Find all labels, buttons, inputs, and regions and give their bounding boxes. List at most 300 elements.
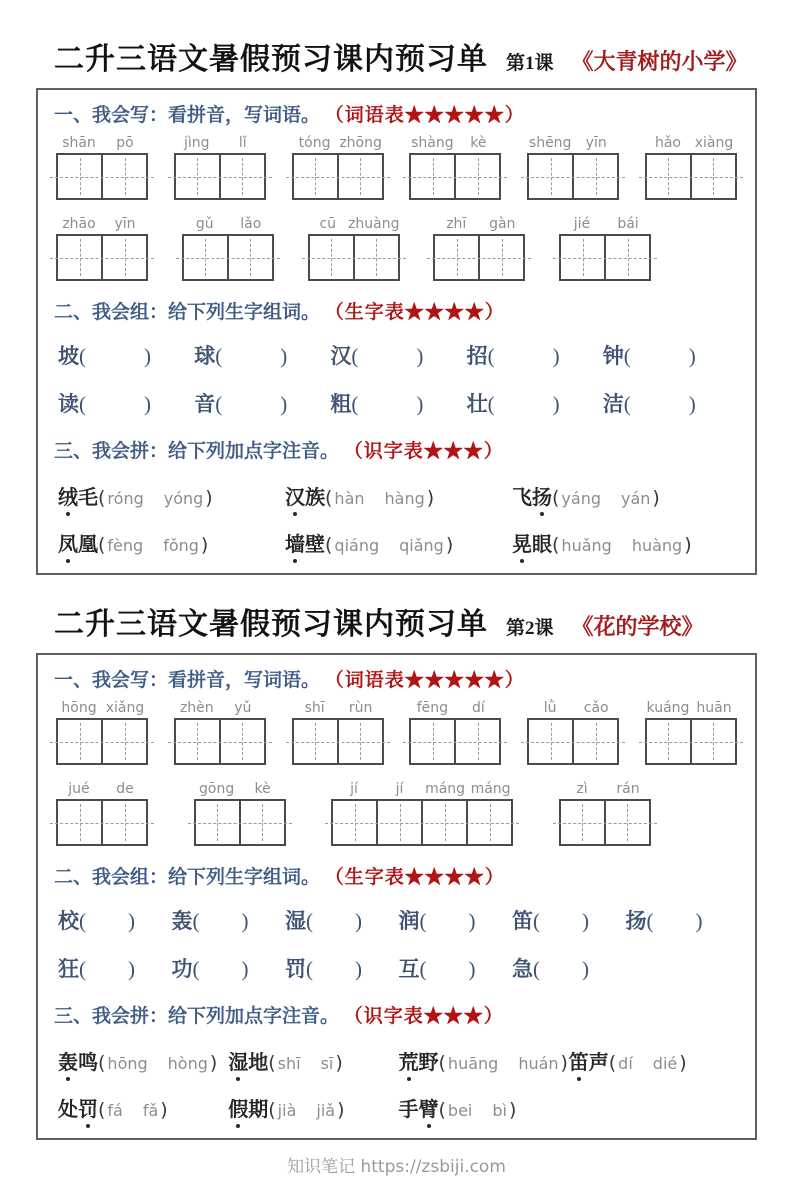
dotted-char: 湿	[228, 1046, 248, 1075]
pinyin-row	[56, 216, 651, 281]
writing-grid-cell	[645, 153, 692, 200]
section-write-header	[54, 100, 739, 127]
pinyin-option: róng	[107, 489, 144, 508]
organize-rows	[54, 340, 739, 418]
close-paren: )	[205, 487, 213, 509]
pinyin-option: jiǎ	[316, 1101, 336, 1120]
pinyin-syllable: tóng	[298, 135, 331, 151]
annotate-word	[228, 1046, 398, 1075]
pinyin-row	[56, 700, 737, 765]
annotate-row	[58, 528, 739, 557]
dotted-char: 罚	[78, 1093, 98, 1122]
pinyin-option: huāng	[447, 1054, 499, 1073]
pinyin-syllable: xiǎng	[105, 700, 145, 716]
pinyin-labels	[194, 781, 286, 797]
pinyin-option: fǎ	[142, 1101, 159, 1120]
pinyin-labels	[645, 135, 737, 151]
pinyin-syllable: shēng	[528, 135, 572, 151]
pinyin-option: dié	[652, 1054, 678, 1073]
close-paren: )	[582, 957, 589, 981]
annotate-word-chars	[285, 487, 325, 509]
pinyin-syllable: yǔ	[234, 700, 252, 716]
annotate-word	[512, 481, 739, 510]
writing-grid	[559, 234, 651, 281]
pinyin-options	[446, 1101, 509, 1120]
organize-char: 互	[398, 957, 420, 981]
writing-grid-cell	[337, 153, 384, 200]
pinyin-syllable: kè	[254, 781, 271, 797]
pinyin-syllable: shàng	[411, 135, 454, 151]
writing-grid-cell	[174, 153, 221, 200]
annotate-rows	[54, 1046, 739, 1122]
writing-grid-cell	[194, 799, 241, 846]
writing-grid-cell	[604, 234, 651, 281]
close-paren: )	[468, 909, 476, 933]
organize-row	[58, 388, 739, 418]
writing-grid-cell	[337, 718, 384, 765]
pinyin-options	[105, 489, 205, 508]
close-paren: )	[426, 487, 435, 509]
pinyin-option: jià	[277, 1101, 297, 1120]
pinyin-option: fǒng	[163, 536, 199, 555]
pinyin-word-group	[559, 781, 651, 846]
dotted-char: 晃	[512, 528, 532, 557]
annotate-word-chars	[512, 534, 552, 556]
organize-item	[512, 905, 626, 935]
pinyin-word-group	[56, 216, 148, 281]
writing-grid-cell	[559, 234, 606, 281]
word-char: 凰	[78, 534, 98, 556]
writing-grid	[433, 234, 525, 281]
section-annotate-header-text: 三、我会拼：给下列加点字注音。	[54, 1006, 340, 1027]
worksheet-2	[36, 599, 757, 1140]
annotate-word-chars	[228, 1052, 268, 1074]
organize-item	[626, 905, 740, 935]
dotted-char: 墙	[285, 528, 305, 557]
writing-grid-cell	[409, 153, 456, 200]
organize-item	[58, 905, 172, 935]
pinyin-options	[616, 1054, 679, 1073]
pinyin-syllable: zhōng	[339, 135, 382, 151]
organize-item	[603, 340, 739, 370]
writing-grid-cell	[239, 799, 286, 846]
pinyin-word-group	[174, 700, 266, 765]
worksheet-1-title	[54, 34, 757, 78]
pinyin-option: bei	[447, 1101, 473, 1120]
close-paren: )	[128, 909, 135, 933]
organize-char: 润	[398, 909, 420, 933]
pinyin-options	[559, 536, 684, 555]
close-paren: )	[416, 344, 424, 368]
open-paren: (	[552, 487, 560, 509]
pinyin-word-group	[409, 700, 501, 765]
open-paren: (	[98, 1052, 106, 1074]
pinyin-option: fá	[107, 1101, 123, 1120]
pinyin-syllable: bái	[617, 216, 639, 232]
pinyin-syllable: jìng	[184, 135, 210, 151]
open-paren: (	[419, 909, 427, 933]
annotate-word	[58, 1046, 228, 1075]
annotate-word	[512, 528, 739, 557]
pinyin-options	[105, 536, 201, 555]
organize-item	[172, 905, 286, 935]
pinyin-row	[56, 781, 651, 846]
annotate-word	[285, 528, 512, 557]
annotate-word-chars	[58, 1099, 98, 1121]
open-paren: (	[268, 1099, 276, 1121]
dotted-char: 臂	[419, 1093, 439, 1122]
pinyin-option: hōng	[107, 1054, 148, 1073]
open-paren: (	[487, 392, 495, 416]
pinyin-options	[105, 1101, 160, 1120]
section-organize-header	[54, 862, 739, 889]
pinyin-syllable: yīn	[585, 135, 607, 151]
close-paren: )	[684, 534, 692, 556]
pinyin-option: dí	[618, 1054, 633, 1073]
open-paren: (	[98, 534, 106, 556]
word-char: 声	[588, 1052, 609, 1074]
close-paren: )	[355, 957, 362, 981]
pinyin-word-group	[308, 216, 400, 281]
pinyin-option: shī	[277, 1054, 301, 1073]
pinyin-option: yán	[621, 489, 651, 508]
writing-grid	[527, 153, 619, 200]
pinyin-syllable: hōng	[61, 700, 97, 716]
writing-grid	[56, 153, 148, 200]
writing-grid-cell	[421, 799, 468, 846]
pinyin-syllable: kè	[470, 135, 487, 151]
pinyin-labels	[645, 700, 737, 716]
writing-grid-cell	[466, 799, 513, 846]
open-paren: (	[325, 534, 333, 556]
writing-grid	[308, 234, 400, 281]
worksheet-1	[36, 34, 757, 575]
close-paren: )	[280, 392, 288, 416]
close-paren: )	[160, 1099, 168, 1121]
close-paren: )	[552, 392, 560, 416]
lesson-name: 《大青树的小学》	[571, 49, 748, 74]
writing-grid	[56, 718, 148, 765]
pinyin-option: hàng	[384, 489, 425, 508]
annotate-word-chars	[512, 487, 552, 509]
open-paren: (	[98, 487, 106, 509]
writing-grid-cell	[454, 153, 501, 200]
close-paren: )	[355, 909, 362, 933]
writing-grid	[527, 718, 619, 765]
pinyin-labels	[559, 216, 651, 232]
word-char: 地	[248, 1052, 269, 1074]
pinyin-labels	[56, 135, 148, 151]
writing-grid-cell	[101, 799, 148, 846]
pinyin-labels	[308, 216, 400, 232]
word-char: 手	[398, 1099, 419, 1121]
pinyin-syllable: zhāo	[62, 216, 96, 232]
pinyin-labels	[292, 700, 384, 716]
writing-grid-cell	[527, 718, 574, 765]
pinyin-syllable: rùn	[348, 700, 373, 716]
pinyin-labels	[527, 700, 619, 716]
pinyin-syllable: zhuàng	[348, 216, 400, 232]
writing-grid	[182, 234, 274, 281]
close-paren: )	[552, 344, 560, 368]
organize-char: 粗	[330, 392, 352, 416]
writing-grid-cell	[604, 799, 651, 846]
close-paren: )	[560, 1052, 568, 1074]
pinyin-word-group	[527, 700, 619, 765]
organize-item	[603, 388, 739, 418]
close-paren: )	[200, 534, 209, 556]
organize-item	[285, 905, 399, 935]
organize-rows	[54, 905, 739, 983]
pinyin-row	[56, 135, 737, 200]
word-char: 族	[305, 487, 325, 509]
section-annotate-header-text: 三、我会拼：给下列加点字注音。	[54, 441, 340, 462]
organize-char: 坡	[58, 344, 79, 368]
dotted-char: 绒	[58, 481, 78, 510]
pinyin-labels	[559, 781, 651, 797]
worksheet-2-box	[36, 653, 757, 1140]
section-organize-header-badge: （生字表★★★★）	[324, 302, 505, 323]
pinyin-labels	[409, 135, 501, 151]
open-paren: (	[351, 392, 359, 416]
annotate-word	[58, 481, 285, 510]
annotate-word-chars	[569, 1052, 609, 1074]
open-paren: (	[325, 487, 333, 509]
annotate-word-chars	[58, 1052, 98, 1074]
pinyin-syllable: jí	[350, 781, 358, 797]
pinyin-syllable: dí	[472, 700, 485, 716]
organize-char: 湿	[285, 909, 306, 933]
close-paren: )	[688, 392, 696, 416]
pinyin-syllable: jué	[68, 781, 90, 797]
pinyin-word-group	[194, 781, 286, 846]
pinyin-word-group	[292, 135, 384, 200]
organize-char: 轰	[171, 909, 193, 933]
annotate-word-chars	[58, 487, 98, 509]
organize-item	[467, 340, 603, 370]
organize-char: 球	[194, 344, 216, 368]
writing-grid	[174, 153, 266, 200]
organize-char: 狂	[58, 957, 79, 981]
pinyin-word-group	[182, 216, 274, 281]
annotate-word	[399, 1046, 569, 1075]
writing-grid-cell	[409, 718, 456, 765]
close-paren: )	[144, 392, 151, 416]
writing-grid-cell	[101, 234, 148, 281]
writing-grid	[331, 799, 513, 846]
writing-grid-cell	[572, 718, 619, 765]
organize-item	[330, 388, 466, 418]
pinyin-syllable: rán	[616, 781, 640, 797]
writing-grid-cell	[559, 799, 606, 846]
pinyin-labels	[56, 216, 148, 232]
writing-grid-cell	[182, 234, 229, 281]
pinyin-option: sī	[320, 1054, 334, 1073]
organize-char: 壮	[466, 392, 488, 416]
writing-grid-cell	[101, 153, 148, 200]
open-paren: (	[79, 392, 86, 416]
open-paren: (	[487, 344, 495, 368]
pinyin-syllable: gōng	[199, 781, 235, 797]
pinyin-syllable: lǎo	[240, 216, 262, 232]
organize-char: 罚	[285, 957, 306, 981]
word-char: 鸣	[78, 1052, 98, 1074]
pinyin-word-group	[292, 700, 384, 765]
pinyin-option: huán	[518, 1054, 559, 1073]
pinyin-syllable: máng	[470, 781, 511, 797]
pinyin-word-group	[409, 135, 501, 200]
pinyin-option: hàn	[334, 489, 365, 508]
worksheet-1-box	[36, 88, 757, 575]
organize-item	[399, 905, 513, 935]
writing-grid-cell	[219, 153, 266, 200]
writing-grid-cell	[478, 234, 525, 281]
dotted-char: 假	[228, 1093, 248, 1122]
close-paren: )	[695, 909, 703, 933]
open-paren: (	[533, 909, 540, 933]
worksheet-title-main: 二升三语文暑假预习课内预习单	[54, 43, 488, 76]
open-paren: (	[608, 1052, 617, 1074]
section-organize-header-badge: （生字表★★★★）	[324, 867, 505, 888]
pinyin-option: bì	[492, 1101, 507, 1120]
section-annotate-header-badge: （识字表★★★）	[343, 1006, 504, 1027]
writing-grid	[409, 153, 501, 200]
pinyin-word-group	[56, 781, 148, 846]
close-paren: )	[445, 534, 454, 556]
open-paren: (	[79, 909, 86, 933]
organize-item	[194, 340, 330, 370]
pinyin-syllable: zì	[576, 781, 588, 797]
open-paren: (	[306, 909, 313, 933]
writing-grid-cell	[56, 799, 103, 846]
open-paren: (	[438, 1099, 446, 1121]
open-paren: (	[79, 957, 86, 981]
pinyin-labels	[182, 216, 274, 232]
open-paren: (	[438, 1052, 446, 1074]
writing-grid	[174, 718, 266, 765]
pinyin-word-group	[56, 135, 148, 200]
dotted-char: 荒	[399, 1046, 419, 1075]
open-paren: (	[192, 957, 200, 981]
writing-grid	[292, 718, 384, 765]
word-char: 处	[58, 1099, 78, 1121]
word-char: 毛	[78, 487, 98, 509]
close-paren: )	[241, 909, 249, 933]
pinyin-option: yóng	[163, 489, 204, 508]
annotate-word	[228, 1093, 398, 1122]
close-paren: )	[209, 1052, 218, 1074]
close-paren: )	[128, 957, 135, 981]
pinyin-word-group	[331, 781, 513, 846]
pinyin-option: huàng	[631, 536, 683, 555]
organize-char: 急	[512, 957, 533, 981]
organize-item	[58, 953, 172, 983]
dotted-char: 凤	[58, 528, 78, 557]
organize-item	[58, 340, 194, 370]
pinyin-write-rows	[54, 700, 739, 846]
writing-grid-cell	[227, 234, 274, 281]
pinyin-syllable: gàn	[489, 216, 516, 232]
pinyin-syllable: zhèn	[179, 700, 214, 716]
annotate-word-chars	[58, 534, 98, 556]
pinyin-syllable: yīn	[114, 216, 136, 232]
open-paren: (	[419, 957, 427, 981]
open-paren: (	[623, 392, 631, 416]
pinyin-syllable: cǎo	[583, 700, 609, 716]
open-paren: (	[646, 909, 654, 933]
pinyin-word-group	[433, 216, 525, 281]
pinyin-options	[559, 489, 652, 508]
dotted-char: 扬	[532, 481, 552, 510]
writing-grid-cell	[690, 153, 737, 200]
writing-grid-cell	[376, 799, 423, 846]
organize-char: 钟	[602, 344, 624, 368]
pinyin-option: yáng	[561, 489, 601, 508]
pinyin-syllable: fēng	[416, 700, 449, 716]
open-paren: (	[623, 344, 631, 368]
pinyin-labels	[292, 135, 384, 151]
pinyin-labels	[174, 135, 266, 151]
close-paren: )	[337, 1099, 345, 1121]
pinyin-options	[332, 536, 445, 555]
organize-row	[58, 340, 739, 370]
pinyin-word-group	[645, 135, 737, 200]
writing-grid-cell	[174, 718, 221, 765]
writing-grid-cell	[219, 718, 266, 765]
organize-char: 校	[58, 909, 79, 933]
writing-grid-cell	[527, 153, 574, 200]
pinyin-word-group	[56, 700, 148, 765]
writing-grid	[194, 799, 286, 846]
annotate-word	[58, 528, 285, 557]
writing-grid-cell	[292, 718, 339, 765]
pinyin-option: qiáng	[334, 536, 380, 555]
organize-char: 读	[58, 392, 79, 416]
open-paren: (	[98, 1099, 106, 1121]
pinyin-options	[332, 489, 426, 508]
open-paren: (	[192, 909, 200, 933]
section-write-header-badge: （词语表★★★★★）	[324, 105, 525, 126]
open-paren: (	[215, 344, 223, 368]
pinyin-syllable: shān	[62, 135, 96, 151]
pinyin-option: fèng	[107, 536, 144, 555]
pinyin-labels	[56, 700, 148, 716]
dotted-char: 笛	[569, 1046, 589, 1075]
writing-grid	[56, 799, 148, 846]
writing-grid	[409, 718, 501, 765]
writing-grid-cell	[56, 153, 103, 200]
pinyin-word-group	[645, 700, 737, 765]
writing-grid-cell	[292, 153, 339, 200]
pinyin-labels	[174, 700, 266, 716]
writing-grid-cell	[433, 234, 480, 281]
section-write-header-text: 一、我会写：看拼音，写词语。	[54, 670, 321, 691]
close-paren: )	[416, 392, 424, 416]
lesson-number: 第2课	[506, 618, 554, 639]
worksheet-2-title	[54, 599, 757, 643]
lesson-name: 《花的学校》	[571, 614, 704, 639]
writing-grid-cell	[56, 234, 103, 281]
pinyin-syllable: pō	[116, 135, 134, 151]
open-paren: (	[533, 957, 540, 981]
annotate-row	[58, 1046, 739, 1075]
pinyin-syllable: jié	[573, 216, 591, 232]
writing-grid-cell	[645, 718, 692, 765]
close-paren: )	[508, 1099, 517, 1121]
pinyin-syllable: jí	[395, 781, 404, 797]
annotate-word-chars	[228, 1099, 268, 1121]
writing-grid-cell	[572, 153, 619, 200]
